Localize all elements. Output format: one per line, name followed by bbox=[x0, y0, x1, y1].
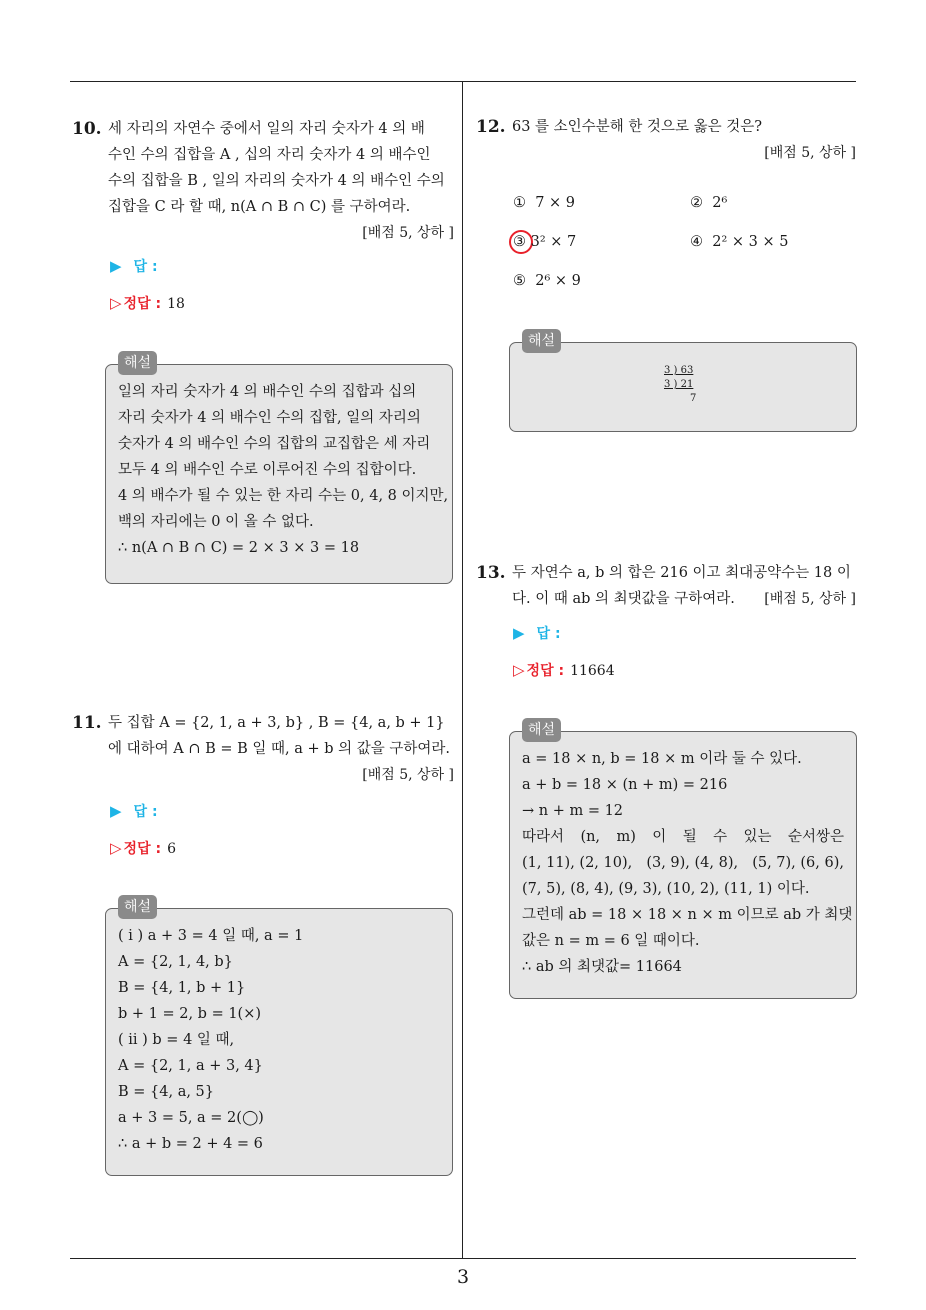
question-line: 두 집합 A = {2, 1, a + 3, b} , B = {4, a, b + 1} bbox=[108, 715, 445, 731]
explanation-line bbox=[522, 824, 844, 850]
explanation-line: (7, 5), (8, 4), (9, 3), (10, 2), (11, 1) 이다. bbox=[522, 881, 810, 897]
correct-value: 6 bbox=[167, 841, 176, 857]
word: m) bbox=[616, 829, 636, 845]
top-rule bbox=[70, 81, 856, 82]
choice-text: 2² × 3 × 5 bbox=[712, 234, 789, 250]
explanation-line: 백의 자리에는 0 이 올 수 없다. bbox=[118, 514, 314, 530]
correct-value: 18 bbox=[167, 296, 185, 312]
answer-row bbox=[110, 801, 158, 821]
word: (3, 9), (4, 8), bbox=[646, 855, 739, 871]
correct-value: 11664 bbox=[570, 663, 615, 679]
answer-label: 답 : bbox=[133, 259, 158, 275]
question-line: 에 대하여 A ∩ B = B 일 때, a + b 의 값을 구하여라. bbox=[108, 741, 450, 757]
explanation-tag: 해설 bbox=[522, 329, 561, 353]
choice-mark: ③ bbox=[513, 234, 526, 250]
choice-2[interactable] bbox=[690, 195, 727, 211]
word: 수 bbox=[713, 829, 728, 845]
division-calculation bbox=[664, 364, 696, 406]
answer-row bbox=[513, 623, 561, 643]
explanation-line: A = {2, 1, a + 3, 4} bbox=[118, 1058, 263, 1074]
page-number: 3 bbox=[456, 1266, 470, 1288]
correct-answer-row bbox=[513, 660, 615, 680]
play-icon: ▶ bbox=[110, 802, 122, 820]
word: (1, 11), (2, 10), bbox=[522, 855, 633, 871]
choice-mark: ② bbox=[690, 195, 703, 211]
answer-label: 답 : bbox=[536, 626, 561, 642]
explanation-line: B = {4, a, 5} bbox=[118, 1084, 215, 1100]
word: 따라서 bbox=[522, 829, 565, 845]
answer-label: 답 : bbox=[133, 804, 158, 820]
explanation-box bbox=[105, 899, 453, 1176]
question-line: 세 자리의 자연수 중에서 일의 자리 숫자가 4 의 배 bbox=[108, 121, 425, 137]
explanation-line: A = {2, 1, 4, b} bbox=[118, 954, 233, 970]
division-result: 7 bbox=[690, 393, 697, 404]
explanation-line: 일의 자리 숫자가 4 의 배수인 수의 집합과 십의 bbox=[118, 384, 417, 400]
correct-label: 정답 : bbox=[123, 841, 162, 857]
word: (n, bbox=[580, 829, 601, 845]
question-number: 11. bbox=[72, 713, 102, 733]
score-label: [배점 5, 상하 ] bbox=[764, 145, 856, 161]
bottom-rule bbox=[70, 1258, 856, 1259]
question-13 bbox=[476, 560, 856, 612]
explanation-tag: 해설 bbox=[118, 895, 157, 919]
word: 이 bbox=[652, 829, 667, 845]
explanation-tag: 해설 bbox=[118, 351, 157, 375]
question-line: 수인 수의 집합을 A , 십의 자리 숫자가 4 의 배수인 bbox=[108, 147, 431, 163]
explanation-line: 값은 n = m = 6 일 때이다. bbox=[522, 933, 700, 949]
explanation-line: ∴ ab 의 최댓값= 11664 bbox=[522, 959, 682, 975]
word: (5, 7), (6, 6), bbox=[752, 855, 844, 871]
score-label: [배점 5, 상하 ] bbox=[362, 225, 454, 241]
question-11 bbox=[72, 710, 454, 788]
question-number: 12. bbox=[476, 117, 506, 137]
question-number: 10. bbox=[72, 119, 102, 139]
question-number: 13. bbox=[476, 563, 506, 583]
word: 순서쌍은 bbox=[787, 829, 844, 845]
question-line: 다. 이 때 ab 의 최댓값을 구하여라. bbox=[512, 591, 735, 607]
explanation-line: 숫자가 4 의 배수인 수의 집합의 교집합은 세 자리 bbox=[118, 436, 431, 452]
explanation-line: ( i ) a + 3 = 4 일 때, a = 1 bbox=[118, 928, 304, 944]
choice-text: 2⁶ × 9 bbox=[535, 273, 581, 289]
column-divider bbox=[462, 82, 463, 1258]
explanation-line: a = 18 × n, b = 18 × m 이라 둘 수 있다. bbox=[522, 751, 802, 767]
answer-row bbox=[110, 256, 158, 276]
score-label: [배점 5, 상하 ] bbox=[362, 767, 454, 783]
correct-label: 정답 : bbox=[526, 663, 565, 679]
question-line: 두 자연수 a, b 의 합은 216 이고 최대공약수는 18 이 bbox=[512, 565, 851, 581]
explanation-line: a + b = 18 × (n + m) = 216 bbox=[522, 777, 728, 793]
explanation-box bbox=[105, 355, 453, 584]
outline-triangle-icon: ▷ bbox=[110, 839, 122, 857]
play-icon: ▶ bbox=[110, 257, 122, 275]
explanation-line bbox=[522, 850, 844, 876]
correct-label: 정답 : bbox=[123, 296, 162, 312]
explanation-line: → n + m = 12 bbox=[522, 803, 624, 819]
choice-1[interactable] bbox=[513, 195, 575, 211]
explanation-line: 4 의 배수가 될 수 있는 한 자리 수는 0, 4, 8 이지만, bbox=[118, 488, 449, 504]
choice-text: 2⁶ bbox=[712, 195, 728, 211]
score-label: [배점 5, 상하 ] bbox=[764, 591, 856, 607]
choice-text: 7 × 9 bbox=[535, 195, 576, 211]
question-text bbox=[108, 710, 454, 762]
explanation-line: a + 3 = 5, a = 2(◯) bbox=[118, 1110, 264, 1126]
question-line: 집합을 C 라 할 때, n(A ∩ B ∩ C) 를 구하여라. bbox=[108, 199, 411, 215]
explanation-line: 자리 숫자가 4 의 배수인 수의 집합, 일의 자리의 bbox=[118, 410, 421, 426]
explanation-line: ∴ n(A ∩ B ∩ C) = 2 × 3 × 3 = 18 bbox=[118, 540, 360, 556]
choice-5[interactable] bbox=[513, 273, 581, 289]
choice-text: 3² × 7 bbox=[530, 234, 577, 250]
explanation-box bbox=[509, 722, 857, 999]
question-12 bbox=[476, 114, 856, 166]
explanation-line: 그런데 ab = 18 × 18 × n × m 이므로 ab 가 최댓 bbox=[522, 907, 853, 923]
question-line: 수의 집합을 B , 일의 자리의 숫자가 4 의 배수인 수의 bbox=[108, 173, 445, 189]
question-text: 63 를 소인수분해 한 것으로 옳은 것은? bbox=[512, 119, 762, 135]
correct-answer-row bbox=[110, 838, 176, 858]
division-step: 3 ) 21 bbox=[664, 379, 694, 390]
choice-4[interactable] bbox=[690, 234, 788, 250]
choice-mark: ④ bbox=[690, 234, 703, 250]
outline-triangle-icon: ▷ bbox=[110, 294, 122, 312]
explanation-line: 모두 4 의 배수인 수로 이루어진 수의 집합이다. bbox=[118, 462, 417, 478]
choice-mark: ① bbox=[513, 195, 526, 211]
explanation-line: B = {4, 1, b + 1} bbox=[118, 980, 246, 996]
explanation-line: ( ii ) b = 4 일 때, bbox=[118, 1032, 235, 1048]
word: 될 bbox=[682, 829, 697, 845]
choice-mark: ⑤ bbox=[513, 273, 526, 289]
question-text bbox=[512, 560, 856, 612]
question-10 bbox=[72, 116, 454, 246]
choice-3[interactable] bbox=[513, 234, 576, 250]
division-step: 3 ) 63 bbox=[664, 365, 694, 376]
word: 있는 bbox=[743, 829, 772, 845]
outline-triangle-icon: ▷ bbox=[513, 661, 525, 679]
explanation-line: ∴ a + b = 2 + 4 = 6 bbox=[118, 1136, 263, 1152]
explanation-tag: 해설 bbox=[522, 718, 561, 742]
play-icon: ▶ bbox=[513, 624, 525, 642]
correct-answer-row bbox=[110, 293, 185, 313]
explanation-line: b + 1 = 2, b = 1(×) bbox=[118, 1006, 262, 1022]
question-text bbox=[108, 116, 454, 220]
